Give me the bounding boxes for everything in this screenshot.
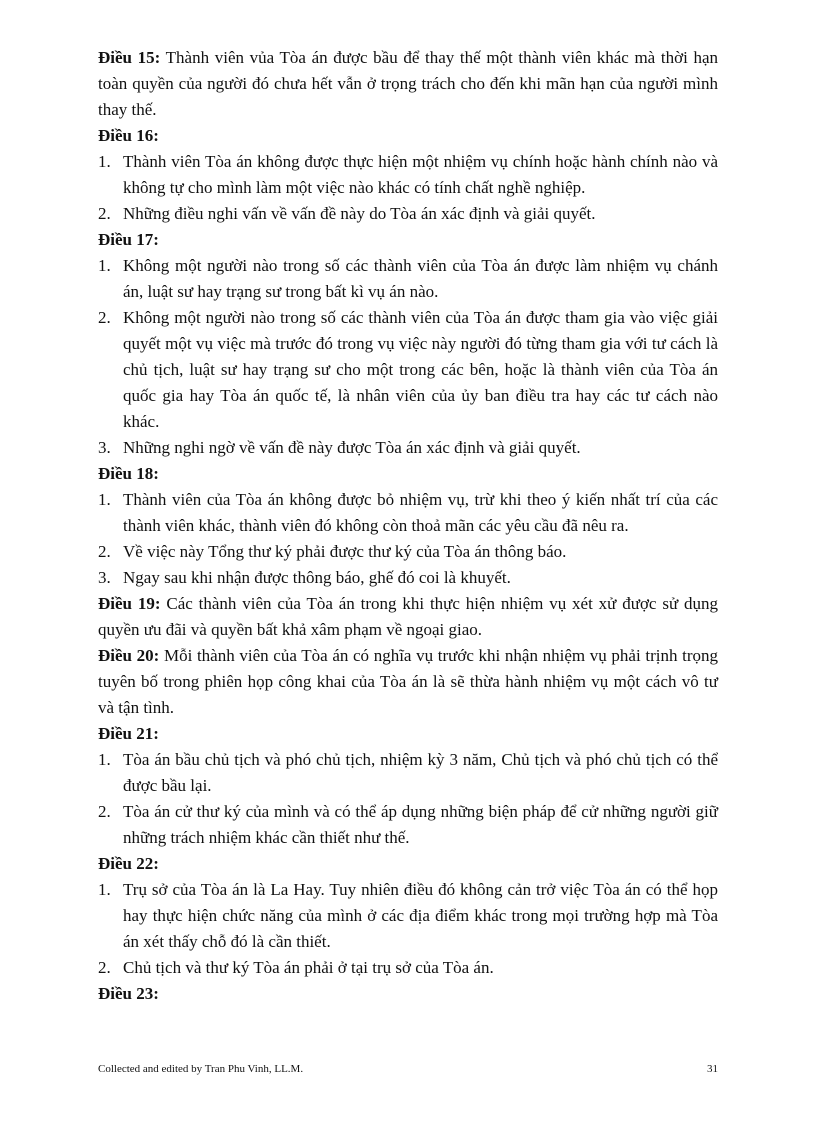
list-item: 2. Về việc này Tổng thư ký phải được thư ký của Tòa án thông báo. xyxy=(98,542,567,561)
article-17-list xyxy=(98,253,718,461)
list-item: 2. Những điều nghi vấn về vấn đề này do Tòa án xác định và giải quyết. xyxy=(98,204,596,223)
article-text: Các thành viên của Tòa án trong khi thực hiện nhiệm vụ xét xử được sử dụng quyền ưu đãi và quyền bất khả xâm phạm về ngoại giao. xyxy=(98,594,718,639)
article-19 xyxy=(98,591,718,643)
list-item-text: Về việc này Tổng thư ký phải được thư ký của Tòa án thông báo. xyxy=(123,542,567,561)
article-16-list xyxy=(98,149,718,227)
article-21-list xyxy=(98,747,718,851)
list-item-text: Ngay sau khi nhận được thông báo, ghế đó coi là khuyết. xyxy=(123,568,511,587)
article-21-title: Điều 21: xyxy=(98,724,159,743)
list-item-text: Những điều nghi vấn về vấn đề này do Tòa án xác định và giải quyết. xyxy=(123,204,596,223)
page-footer xyxy=(98,1061,718,1077)
article-text: Thành viên vủa Tòa án được bầu để thay thế một thành viên khác mà thời hạn toàn quyền của người đó chưa hết vẫn ở trọng trách cho đến khi mãn hạn của người mình thay thế. xyxy=(98,48,718,119)
footer-credit: Collected and edited by Tran Phu Vinh, LL.M. xyxy=(98,1063,304,1075)
list-item-text: Tòa án cử thư ký của mình và có thể áp dụng những biện pháp để cử những người giữ những trách nhiệm khác cần thiết như thế. xyxy=(123,802,718,847)
article-16-title: Điều 16: xyxy=(98,126,159,145)
article-title: Điều 20: xyxy=(98,646,160,665)
list-item-text: Tòa án bầu chủ tịch và phó chủ tịch, nhiệm kỳ 3 năm, Chủ tịch và phó chủ tịch có thể được bầu lại. xyxy=(123,750,718,795)
article-17-title: Điều 17: xyxy=(98,230,159,249)
article-title: Điều 15: xyxy=(98,48,161,67)
article-title: Điều 19: xyxy=(98,594,161,613)
list-item-text: Thành viên của Tòa án không được bỏ nhiệm vụ, trừ khi theo ý kiến nhất trí của các thành viên khác, thành viên đó không còn thoả mãn các yêu cầu đã nêu ra. xyxy=(123,490,718,535)
article-text: Mỗi thành viên của Tòa án có nghĩa vụ trước khi nhận nhiệm vụ phải trịnh trọng tuyên bố trong phiên họp công khai của Tòa án là sẽ thừa hành nhiệm vụ một cách vô tư và tận tình. xyxy=(98,646,718,717)
list-item-text: Thành viên Tòa án không được thực hiện một nhiệm vụ chính hoặc hành chính nào và không tự cho mình làm một việc nào khác có tính chất nghề nghiệp. xyxy=(123,152,718,197)
article-22-title: Điều 22: xyxy=(98,854,159,873)
list-item: 1. Không một người nào trong số các thành viên của Tòa án được làm nhiệm vụ chánh án, luật sư hay trạng sư trong bất kì vụ án nào. xyxy=(98,256,718,301)
list-item-text: Những nghi ngờ về vấn đề này được Tòa án xác định và giải quyết. xyxy=(123,438,581,457)
list-item: 3. Ngay sau khi nhận được thông báo, ghế đó coi là khuyết. xyxy=(98,568,511,587)
article-18-title: Điều 18: xyxy=(98,464,159,483)
article-22-list xyxy=(98,877,718,981)
list-item: 1. Tòa án bầu chủ tịch và phó chủ tịch, nhiệm kỳ 3 năm, Chủ tịch và phó chủ tịch có thể được bầu lại. xyxy=(98,750,718,795)
list-item: 1. Thành viên Tòa án không được thực hiện một nhiệm vụ chính hoặc hành chính nào và không tự cho mình làm một việc nào khác có tính chất nghề nghiệp. xyxy=(98,152,718,197)
list-item: 2. Chủ tịch và thư ký Tòa án phải ở tại trụ sở của Tòa án. xyxy=(98,958,494,977)
article-20 xyxy=(98,643,718,721)
list-item: 3. Những nghi ngờ về vấn đề này được Tòa án xác định và giải quyết. xyxy=(98,438,581,457)
list-item: 2. Tòa án cử thư ký của mình và có thể áp dụng những biện pháp để cử những người giữ những trách nhiệm khác cần thiết như thế. xyxy=(98,802,718,847)
list-item-text: Không một người nào trong số các thành viên của Tòa án được tham gia vào việc giải quyết một vụ việc mà trước đó trong vụ việc này người đó từng tham gia với tư cách là chủ tịch, luật sư hay trạng sư cho một trong các bên, hoặc là thành viên của Tòa án quốc gia hay Tòa án quốc tế, là nhân viên của ủy ban điều tra hay các tư cách nào khác. xyxy=(123,308,718,431)
article-15 xyxy=(98,45,718,123)
list-item: 1. Thành viên của Tòa án không được bỏ nhiệm vụ, trừ khi theo ý kiến nhất trí của các thành viên khác, thành viên đó không còn thoả mãn các yêu cầu đã nêu ra. xyxy=(98,490,718,535)
list-item: 2. Không một người nào trong số các thành viên của Tòa án được tham gia vào việc giải quyết một vụ việc mà trước đó trong vụ việc này người đó từng tham gia với tư cách là chủ tịch, luật sư hay trạng sư cho một trong các bên, hoặc là thành viên của Tòa án quốc gia hay Tòa án quốc tế, là nhân viên của ủy ban điều tra hay các tư cách nào khác. xyxy=(98,308,718,431)
document-body xyxy=(98,45,718,1007)
list-item-text: Không một người nào trong số các thành viên của Tòa án được làm nhiệm vụ chánh án, luật sư hay trạng sư trong bất kì vụ án nào. xyxy=(123,256,718,301)
article-23-title: Điều 23: xyxy=(98,984,159,1003)
list-item: 1. Trụ sở của Tòa án là La Hay. Tuy nhiên điều đó không cản trở việc Tòa án có thể họp hay thực hiện chức năng của mình ở các địa điểm khác trong mọi trường hợp mà Tòa án xét thấy chỗ đó là cần thiết. xyxy=(98,880,718,951)
page-number: 31 xyxy=(707,1063,718,1075)
list-item-text: Trụ sở của Tòa án là La Hay. Tuy nhiên điều đó không cản trở việc Tòa án có thể họp hay thực hiện chức năng của mình ở các địa điểm khác trong mọi trường hợp mà Tòa án xét thấy chỗ đó là cần thiết. xyxy=(123,880,718,951)
article-18-list xyxy=(98,487,718,591)
list-item-text: Chủ tịch và thư ký Tòa án phải ở tại trụ sở của Tòa án. xyxy=(123,958,494,977)
